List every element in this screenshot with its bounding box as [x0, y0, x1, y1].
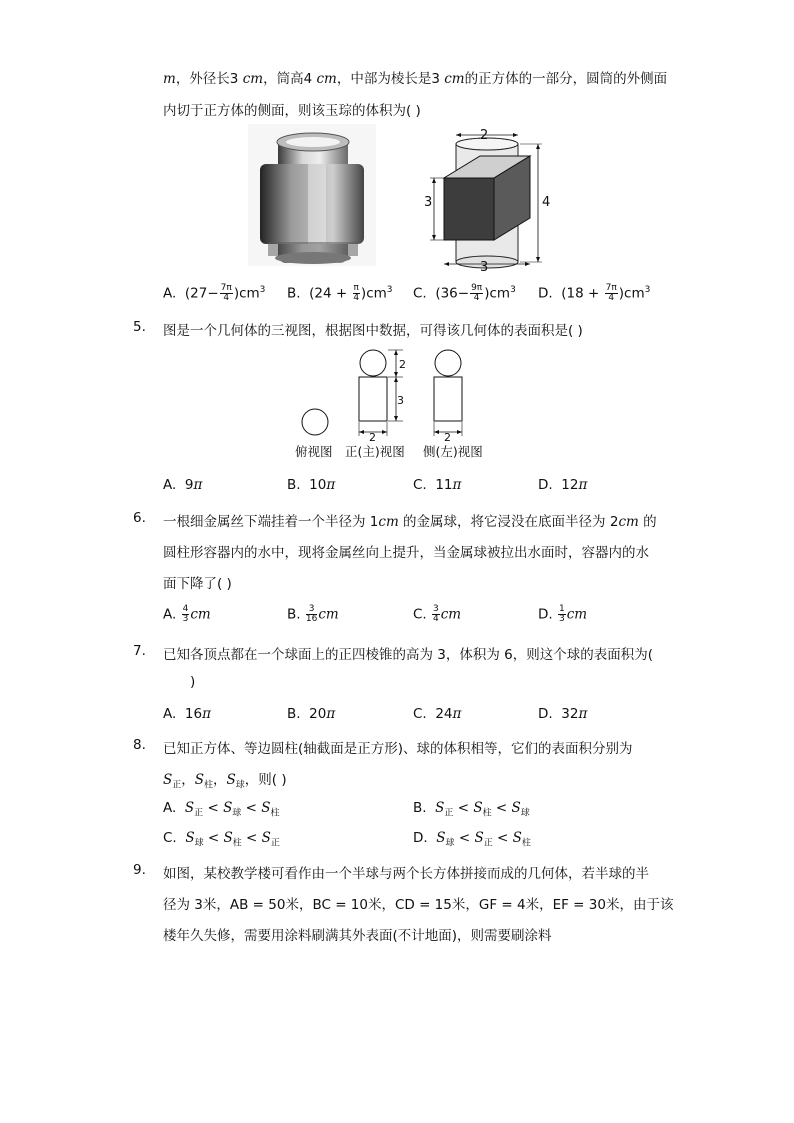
q9-text-line-2: 径为 3米，AB = 50米，BC = 10米，CD = 15米，GF = 4米，EF = 30米，由于该 — [163, 897, 674, 913]
fraction: $\frac{7\pi}{4}$ — [605, 283, 617, 303]
dim-right-label: 4 — [542, 195, 550, 210]
q8-option-c[interactable]: C. $S_球 < S_柱 < S_正$ — [163, 830, 280, 849]
q6-text-line-1: 一根细金属丝下端挂着一个半径为 1cm 的金属球，将它浸没在底面半径为 2cm 的 — [163, 514, 657, 530]
q6-option-a[interactable]: A. $\frac{4}{3}$ cm — [163, 604, 211, 624]
dim-rect-label: 3 — [397, 394, 404, 407]
q8-option-b[interactable]: B. $S_正 < S_柱 < S_球$ — [413, 800, 530, 819]
q9-text-line-1: 如图，某校教学楼可看作由一个半球与两个长方体拼接而成的几何体，若半球的半 — [163, 866, 649, 882]
fraction: $\frac{9\pi}{4}$ — [471, 283, 483, 303]
q6-option-d[interactable]: D. $\frac{1}{3}$ cm — [538, 604, 588, 624]
label-side-view: 侧(左)视图 — [423, 444, 483, 459]
q7-option-b[interactable]: B. 20π — [287, 706, 336, 722]
q8-text-line-1: 已知正方体、等边圆柱(轴截面是正方形)、球的体积相等，它们的表面积分别为 — [163, 741, 633, 757]
q8-option-a[interactable]: A. $S_正 < S_球 < S_柱$ — [163, 800, 280, 819]
q7-number: 7. — [133, 643, 146, 659]
q4-text-line-2: 内切于正方体的侧面，则该玉琮的体积为( ) — [163, 103, 421, 119]
q7-option-a[interactable]: A. 16π — [163, 706, 211, 722]
q4-option-d[interactable]: D. (18 + $\frac{7\pi}{4}$ )$cm^3$ — [538, 283, 651, 303]
q7-text-line-1: 已知各顶点都在一个球面上的正四棱锥的高为 3，体积为 6，则这个球的表面积为( — [163, 647, 654, 663]
three-view-figure — [290, 344, 490, 462]
q5-option-b[interactable]: B. 10π — [287, 477, 336, 493]
dim-front-width-label: 2 — [369, 431, 376, 444]
q5-option-d[interactable]: D. 12π — [538, 477, 588, 493]
q8-option-d[interactable]: D. $S_球 < S_正 < S_柱$ — [413, 830, 531, 849]
q7-option-c[interactable]: C. 24π — [413, 706, 462, 722]
q5-option-c[interactable]: C. 11π — [413, 477, 462, 493]
q5-option-a[interactable]: A. 9π — [163, 477, 203, 493]
q9-text-line-3: 楼年久失修，需要用涂料刷满其外表面(不计地面)，则需要刷涂料 — [163, 928, 552, 944]
fraction: $\frac{7\pi}{4}$ — [220, 283, 232, 303]
q6-option-b[interactable]: B. $\frac{3}{16}$ cm — [287, 604, 339, 624]
q4-text-line-1: m，外径长3 cm，筒高4 cm，中部为棱长是3 cm的正方体的一部分，圆筒的外侧面 — [163, 71, 668, 87]
q8-number: 8. — [133, 737, 146, 753]
q5-text: 图是一个几何体的三视图，根据图中数据，可得该几何体的表面积是( ) — [163, 323, 583, 339]
q7-option-d[interactable]: D. 32π — [538, 706, 588, 722]
q6-text-line-3: 面下降了( ) — [163, 576, 232, 592]
dim-side-width-label: 2 — [444, 431, 451, 444]
q6-option-c[interactable]: C. $\frac{3}{4}$ cm — [413, 604, 462, 624]
q4-option-a[interactable]: A. (27− $\frac{7\pi}{4}$ )$cm^3$ — [163, 283, 266, 303]
fraction: $\frac{\pi}{4}$ — [353, 283, 360, 303]
label-front-view: 正(主)视图 — [345, 444, 405, 459]
q5-number: 5. — [133, 319, 146, 335]
q7-text-line-2: ) — [190, 674, 196, 690]
dim-circle-label: 2 — [399, 358, 406, 371]
q9-number: 9. — [133, 862, 146, 878]
jade-cong-photo — [248, 124, 376, 266]
q8-text-line-2: $S_正$，$S_柱$，$S_球$，则( ) — [163, 772, 287, 791]
dim-left-label: 3 — [424, 195, 433, 210]
cylinder-cube-figure — [422, 128, 550, 270]
dim-top-label: 2 — [480, 128, 489, 143]
label-top-view: 俯视图 — [295, 444, 333, 459]
dim-bottom-label: 3 — [480, 260, 489, 275]
q4-option-b[interactable]: B. (24 + $\frac{\pi}{4}$ )$cm^3$ — [287, 283, 393, 303]
q6-number: 6. — [133, 510, 146, 526]
q4-option-c[interactable]: C. (36− $\frac{9\pi}{4}$ )$cm^3$ — [413, 283, 516, 303]
q6-text-line-2: 圆柱形容器内的水中，现将金属丝向上提升，当金属球被拉出水面时，容器内的水 — [163, 545, 649, 561]
